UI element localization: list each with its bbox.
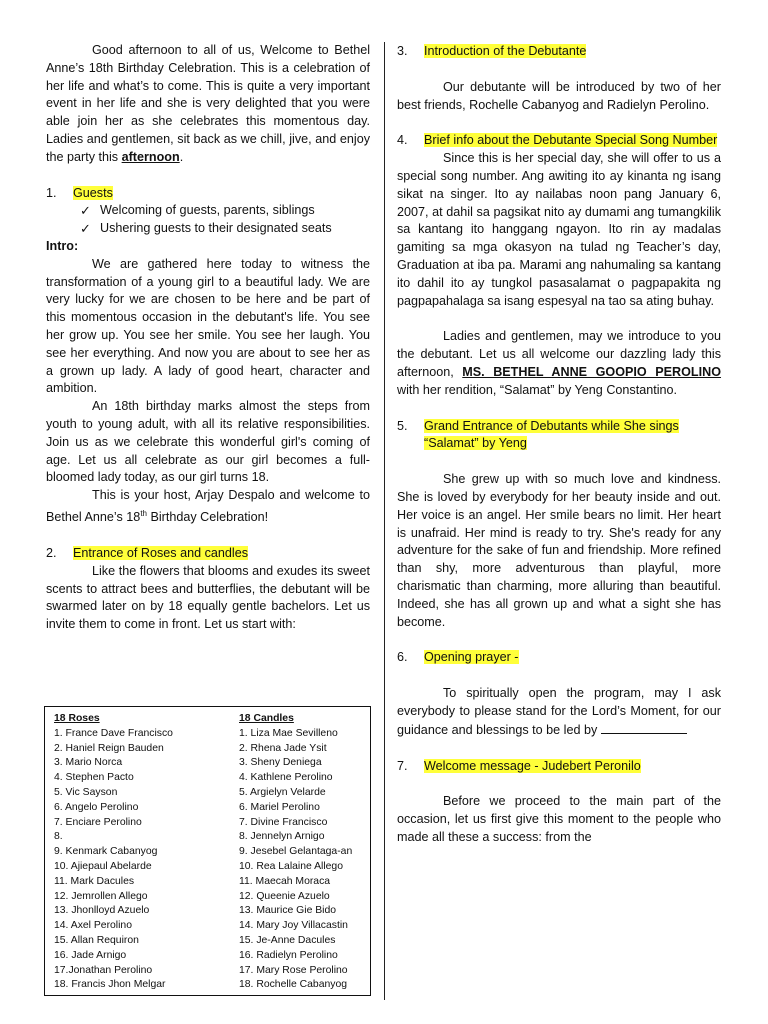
- list-item: 7. Divine Francisco: [239, 816, 328, 828]
- song-paragraph: Since this is her special day, she will offer to us a special song number. Ang awiting ito ay kinanta ng isang sikat na singer. Ito ay nailabas noon pang January 6, 2007, at dahil sa pagsikat nito ay dumami ang tumangkilik sa kantang ito hanggang ngayon. Ito rin ay madalas gamiting sa mga okasyon na tulad ng Teacher’s day, Graduation at iba pa. Marami ang nahumaling sa kantang ito dahil ito ay tungkol pasasalamat o pagpapakita ng pagpapahalaga sa isang espesyal na tao sa ating buhay.: [397, 151, 721, 308]
- section-prayer-title: Opening prayer -: [424, 650, 519, 665]
- list-item: 4. Stephen Pacto: [54, 772, 134, 784]
- list-item: 11. Mark Dacules: [54, 875, 135, 887]
- roses-list: [54, 712, 234, 993]
- section-roses-heading: 2. Entrance of Roses and candles: [46, 545, 249, 560]
- list-item: 10. Ajiepaul Abelarde: [54, 860, 152, 872]
- section-guests-title: Guests: [73, 185, 113, 200]
- list-item: 6. Mariel Perolino: [239, 801, 320, 813]
- list-item: 8.: [54, 831, 63, 843]
- section-guests-heading: 1. Guests: [46, 185, 113, 200]
- section-introduction-title: Introduction of the Debutante: [424, 44, 587, 58]
- section-song-title: Brief info about the Debutante Special Song Number: [424, 133, 718, 148]
- list-item: 16. Jade Arnigo: [54, 949, 127, 961]
- roses-candles-table: [44, 706, 371, 996]
- list-item: 2. Haniel Reign Bauden: [54, 742, 164, 754]
- intro-paragraph-2: An 18th birthday marks almost the steps from youth to young adult, with all its relative responsibilities. Join us as we celebrate this wonderful girl's coming of age. Let us all celebrate as our girl becomes a full-bloomed lady today, as our girl turns 18.: [46, 399, 370, 485]
- list-item: 10. Rea Lalaine Allego: [239, 860, 343, 872]
- welcome-message-paragraph: Before we proceed to the main part of the occasion, let us first give this moment to the people who made all these a success: from the: [397, 794, 721, 844]
- section-song-heading: 4. Brief info about the Debutante Special Song Number: [397, 133, 718, 148]
- column-divider: [384, 42, 385, 1000]
- section-prayer-heading: 6. Opening prayer -: [397, 650, 519, 665]
- guests-checklist: [46, 202, 370, 238]
- list-item: 17.Jonathan Perolino: [54, 964, 153, 976]
- candles-header: 18 Candles: [239, 713, 294, 724]
- list-item: 3. Mario Norca: [54, 757, 123, 769]
- candles-list: [239, 712, 369, 993]
- debutant-name: MS. BETHEL ANNE GOOPIO PEROLINO: [462, 364, 722, 379]
- list-item: 3. Sheny Deniega: [239, 757, 322, 769]
- list-item: 9. Jesebel Gelantaga-an: [239, 846, 353, 858]
- list-item: 14. Mary Joy Villacastin: [239, 920, 348, 932]
- list-item: 17. Mary Rose Perolino: [239, 964, 348, 976]
- section-grand-entrance-heading: 5. Grand Entrance of Debutants while She sings “Salamat” by Yeng: [397, 418, 679, 451]
- introduction-paragraph: Our debutante will be introduced by two of her best friends, Rochelle Cabanyog and Radielyn Perolino.: [397, 79, 721, 112]
- list-item: 15. Je-Anne Dacules: [239, 934, 336, 946]
- right-column: [397, 0, 721, 847]
- intro-paragraph-1: We are gathered here today to witness the transformation of a young girl to a beautiful lady. We are very lucky for we are chosen to be here and be part of this momentous occasion in the debutant's life. You see her grow up. You see her smile. You see her laugh. You see her everything. And now you are about to see her as a grown up lady. A lady of good heart, character and ambition.: [46, 256, 370, 396]
- checkmark-icon: ✓: [80, 221, 91, 237]
- checklist-item: ✓ Welcoming of guests, parents, siblings: [80, 203, 315, 219]
- section-grand-entrance-title: Grand Entrance of Debutants while She sings “Salamat” by Yeng: [424, 418, 679, 451]
- list-item: 7. Enciare Perolino: [54, 816, 142, 828]
- list-item: 13. Maurice Gie Bido: [239, 905, 337, 917]
- checkmark-icon: ✓: [80, 203, 91, 219]
- left-column: [46, 0, 370, 634]
- roses-header: 18 Roses: [54, 713, 100, 724]
- list-item: 9. Kenmark Cabanyog: [54, 846, 158, 858]
- checklist-item: ✓ Ushering guests to their designated seats: [80, 221, 332, 237]
- prayer-paragraph: To spiritually open the program, may I ask everybody to please stand for the Lord’s Moment, for our guidance and blessings to be led by: [397, 686, 721, 737]
- list-item: 16. Radielyn Perolino: [239, 949, 338, 961]
- list-item: 5. Vic Sayson: [54, 786, 118, 798]
- list-item: 8. Jennelyn Arnigo: [239, 831, 325, 843]
- section-roses-title: Entrance of Roses and candles: [73, 545, 249, 560]
- list-item: 6. Angelo Perolino: [54, 801, 139, 813]
- list-item: 12. Queenie Azuelo: [239, 890, 330, 902]
- host-paragraph: This is your host, Arjay Despalo and welcome to Bethel Anne’s 18th Birthday Celebration!: [46, 488, 370, 525]
- list-item: 5. Argielyn Velarde: [239, 786, 326, 798]
- list-item: 12. Jemrollen Allego: [54, 890, 148, 902]
- grand-entrance-paragraph: She grew up with so much love and kindness. She is loved by everybody for her beauty inside and out. Her voice is an angel. Her smile bears no limit. Her heart is unafraid. Her mind is ready to try. She's ready for any adventure for the sake of fun and friendship. More refined than shy, more adventurous than playful, more charismatic than charming, more alluring than beautiful. Indeed, she has all grown up and what a sight she has become.: [397, 472, 721, 629]
- section-welcome-heading: 7. Welcome message - Judebert Peronilo: [397, 758, 641, 773]
- list-item: 15. Allan Requiron: [54, 934, 139, 946]
- fill-in-blank: [601, 721, 687, 734]
- list-item: 18. Rochelle Cabanyog: [239, 979, 348, 991]
- list-item: 4. Kathlene Perolino: [239, 772, 333, 784]
- list-item: 1. France Dave Francisco: [54, 727, 173, 739]
- intro-label: Intro:: [46, 238, 79, 253]
- list-item: 2. Rhena Jade Ysit: [239, 742, 327, 754]
- welcome-paragraph: Good afternoon to all of us, Welcome to Bethel Anne’s 18th Birthday Celebration. This is a celebration of her life and what’s to come. This is quite a very important event in her life and she is very delighted that you were able join her as she celebrates this momentous day. Ladies and gentlemen, sit back as we chill, jive, and enjoy the party this afternoon.: [46, 43, 370, 164]
- list-item: 11. Maecah Moraca: [239, 875, 331, 887]
- debutant-intro-paragraph: Ladies and gentlemen, may we introduce to you the debutant. Let us all welcome our dazzling lady this afternoon, MS. BETHEL ANNE GOOPIO PEROLINO with her rendition, “Salamat” by Yeng Constantino.: [397, 329, 722, 397]
- afternoon-emphasis: afternoon: [121, 149, 180, 164]
- list-item: 13. Jhonlloyd Azuelo: [54, 905, 150, 917]
- section-welcome-title: Welcome message - Judebert Peronilo: [424, 758, 641, 773]
- list-item: 18. Francis Jhon Melgar: [54, 979, 166, 991]
- section-introduction-heading: 3. Introduction of the Debutante: [397, 44, 587, 58]
- list-item: 14. Axel Perolino: [54, 920, 132, 932]
- roses-paragraph: Like the flowers that blooms and exudes its sweet scents to attract bees and butterflies, the debutant will be swarmed later on by 18 equally gentle bachelors. Let us invite them to come in front. Let us start with:: [46, 563, 370, 632]
- list-item: 1. Liza Mae Sevilleno: [239, 727, 338, 739]
